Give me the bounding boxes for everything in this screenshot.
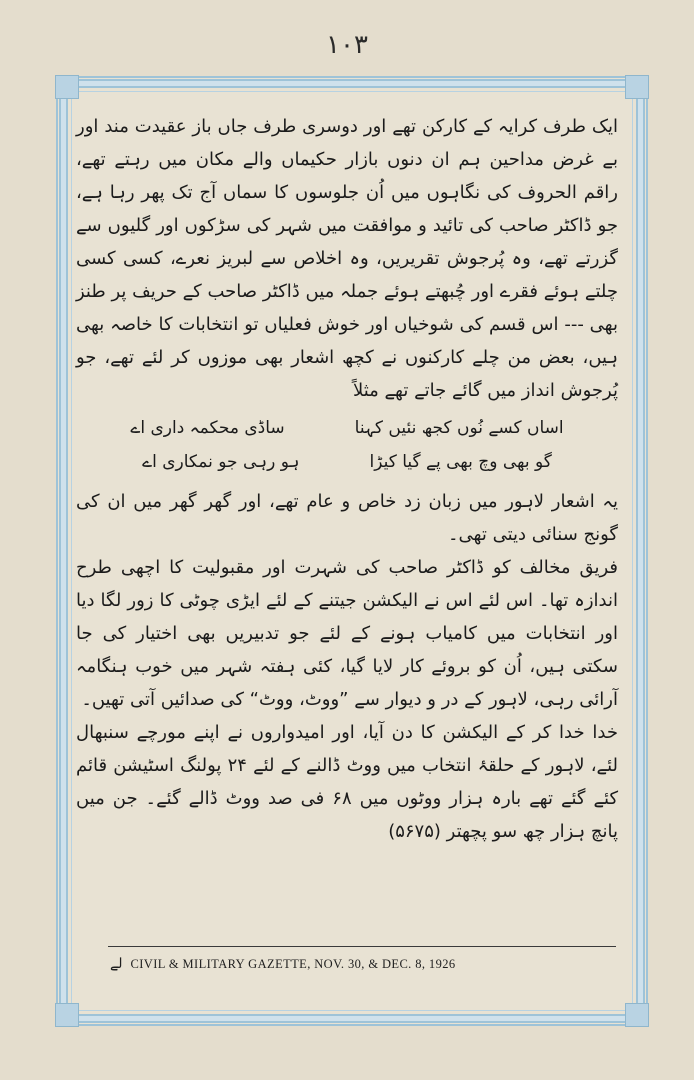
border-corner-ornament — [625, 1003, 649, 1027]
couplet — [76, 445, 618, 479]
verse-line-right: گو بھی وچ بھی پے گیا کیڑا — [369, 452, 552, 472]
footnote-marker: لے — [110, 957, 123, 972]
paragraph: خدا خدا کر کے الیکشن کا دن آیا، اور امیدواروں نے اپنے مورچے سنبھال لئے، لاہور کے حلقۂ انتخاب میں ووٹ ڈالنے کے لئے ۲۴ پولنگ اسٹیشن قائم کئے گئے تھے بارہ ہزار ووٹوں میں ۶۸ فی صد ووٹ ڈالے گئے۔ جن میں پانچ ہزار چھ سو پچھتر (۵۶۷۵) — [76, 722, 619, 842]
footnote — [110, 956, 614, 973]
paragraph: یہ اشعار لاہور میں زبان زد خاص و عام تھے، اور گھر گھر میں ان کی گونج سنائی دیتی تھی۔ — [76, 491, 618, 545]
verse-line-right: اساں کسے نُوں کجھ نئیں کہنا — [354, 418, 564, 438]
border-corner-ornament — [625, 75, 649, 99]
border-corner-ornament — [55, 75, 79, 99]
footnote-text: CIVIL & MILITARY GAZETTE, NOV. 30, & DEC. 8, 1926 — [130, 957, 456, 971]
verse-block — [76, 411, 618, 479]
paragraph: فریق مخالف کو ڈاکٹر صاحب کی شہرت اور مقبولیت کا اچھی طرح اندازہ تھا۔ اس لئے اس نے الیکشن جیتنے کے لئے ایڑی چوٹی کا زور لگا دیا اور انتخابات میں کامیاب ہونے کے لئے جو تدبیریں بھی اختیار کی جا سکتی ہیں، اُن کو بروئے کار لایا گیا، کئی ہفتہ شہر میں خوب ہنگامہ آرائی رہی، لاہور کے در و دیوار سے ”ووٹ، ووٹ“ کی صدائیں آتی تھیں۔ — [76, 557, 618, 710]
body-text — [76, 110, 618, 848]
paragraph: ایک طرف کرایہ کے کارکن تھے اور دوسری طرف جاں باز عقیدت مند اور بے غرض مداحین ہم ان دنوں بازار حکیماں والے مکان میں رہتے تھے، راقم الحروف کی نگاہوں میں اُن جلوسوں کا سماں آج تک پھر رہا ہے، جو ڈاکٹر صاحب کی تائید و موافقت میں شہر کی سڑکوں اور گلیوں سے گزرتے تھے، وہ پُرجوش تقریریں، وہ اخلاص سے لبریز نعرے، کسی کسی چلتے ہوئے فقرے اور چُبھتے ہوئے جملہ میں ڈاکٹر صاحب کے حریف پر طنز بھی --- اس قسم کی شوخیاں اور خوش فعلیاں تو انتخابات کا خاصہ بھی ہیں، بعض من چلے کارکنوں نے کچھ اشعار بھی موزوں کر لئے تھے، جو پُرجوش انداز میں گائے جاتے تھے مثلاً — [76, 116, 618, 401]
border-corner-ornament — [55, 1003, 79, 1027]
footnote-divider — [108, 946, 616, 947]
verse-line-left: ساڈی محکمہ داری اے — [130, 418, 285, 438]
page-number: ۱۰۳ — [326, 30, 368, 60]
verse-line-left: ہو رہی جو نمکاری اے — [142, 452, 300, 472]
couplet — [76, 411, 618, 445]
